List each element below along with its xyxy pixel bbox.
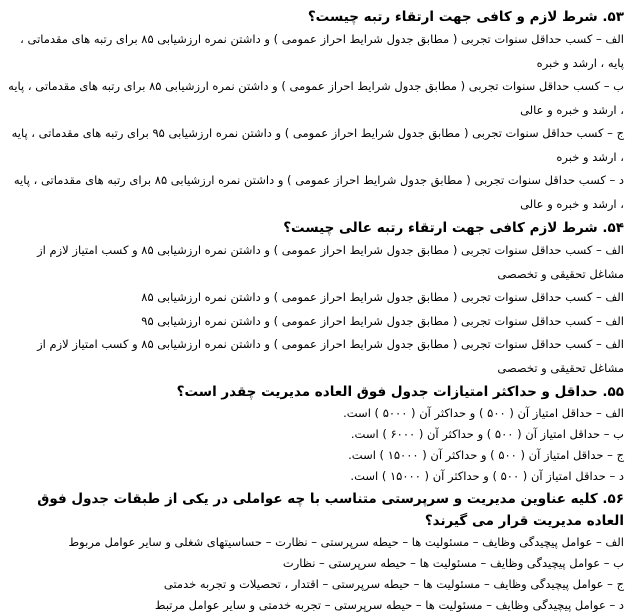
question-54-option-2: الف – کسب حداقل سنوات تجربی ( مطابق جدول شرایط احراز عمومی ) و داشتن نمره ارزشیابی ۸۵ — [141, 290, 624, 304]
question-53-option-d: د – کسب حداقل سنوات تجربی ( مطابق جدول شرایط احراز عمومی ) و داشتن نمره ارزشیابی ۸۵ برای رتبه های مقدماتی ، پایه ، ارشد و خبره و عالی — [13, 173, 624, 211]
question-55-option-b: ب – حداقل امتیاز آن ( ۵۰۰ ) و حداکثر آن ( ۶۰۰۰ ) است. — [350, 427, 624, 441]
question-56-title: ۵۶. کلیه عناوین مدیریت و سرپرستی متناسب با چه عواملی در یکی از طبقات جدول فوق العاده مدیریت قرار می گیرند؟ — [37, 491, 624, 529]
question-56-option-d: د – عوامل پیچیدگی وظایف – مسئولیت ها – حیطه سرپرستی – تجربه خدمتی و سایر عوامل مرتبط — [154, 598, 624, 612]
question-53-option-c: ج – کسب حداقل سنوات تجربی ( مطابق جدول شرایط احراز عمومی ) و داشتن نمره ارزشیابی ۹۵ برای رتبه های مقدماتی ، پایه ، ارشد و خبره — [11, 126, 624, 164]
question-54-option-3: الف – کسب حداقل سنوات تجربی ( مطابق جدول شرایط احراز عمومی ) و داشتن نمره ارزشیابی ۹۵ — [141, 313, 624, 328]
question-54-title: ۵۴. شرط لازم کافی جهت ارتقاء رتبه عالی چیست؟ — [283, 220, 624, 236]
question-53-title: ۵۳. شرط لازم و کافی جهت ارتقاء رتبه چیست؟ — [307, 9, 624, 25]
question-56-option-c: ج – عوامل پیچیدگی وظایف – مسئولیت ها – حیطه سرپرستی – اقتدار ، تحصیلات و تجربه خدمتی — [163, 577, 624, 591]
question-53-option-b: ب – کسب حداقل سنوات تجربی ( مطابق جدول شرایط احراز عمومی ) و داشتن نمره ارزشیابی ۸۵ برای رتبه های مقدماتی ، پایه ، ارشد و خبره و عالی — [8, 79, 624, 117]
question-55-option-a: الف – حداقل امتیاز آن ( ۵۰۰ ) و حداکثر آن ( ۵۰۰۰ ) است. — [343, 406, 624, 420]
question-56-option-a: الف – عوامل پیچیدگی وظایف – مسئولیت ها – حیطه سرپرستی – نظارت – حساسیتهای شغلی و سایر عوامل مربوط — [68, 535, 624, 549]
question-54-option-4: الف – کسب حداقل سنوات تجربی ( مطابق جدول شرایط احراز عمومی ) و داشتن نمره ارزشیابی ۸۵ و کسب امتیاز لازم از مشاغل تحقیقی و تخصصی — [37, 337, 624, 375]
question-54-option-1: الف – کسب حداقل سنوات تجربی ( مطابق جدول شرایط احراز عمومی ) و داشتن نمره ارزشیابی ۸۵ و کسب امتیاز لازم از مشاغل تحقیقی و تخصصی — [37, 243, 624, 281]
question-56-option-b: ب – عوامل پیچیدگی وظایف – مسئولیت ها – حیطه سرپرستی – نظارت — [282, 556, 624, 570]
question-55-title: ۵۵. حداقل و حداکثر امتیازات جدول فوق العاده مدیریت چقدر است؟ — [176, 384, 624, 400]
question-53-option-a: الف – کسب حداقل سنوات تجربی ( مطابق جدول شرایط احراز عمومی ) و داشتن نمره ارزشیابی ۸۵ برای رتبه های مقدماتی ، پایه ، ارشد و خبره — [20, 32, 624, 70]
question-55-option-c: ج – حداقل امتیاز آن ( ۵۰۰ ) و حداکثر آن ( ۱۵۰۰۰ ) است. — [348, 448, 624, 462]
question-55-option-d: د – حداقل امتیاز آن ( ۵۰۰ ) و حداکثر آن ( ۱۵۰۰۰ ) است. — [350, 469, 624, 483]
